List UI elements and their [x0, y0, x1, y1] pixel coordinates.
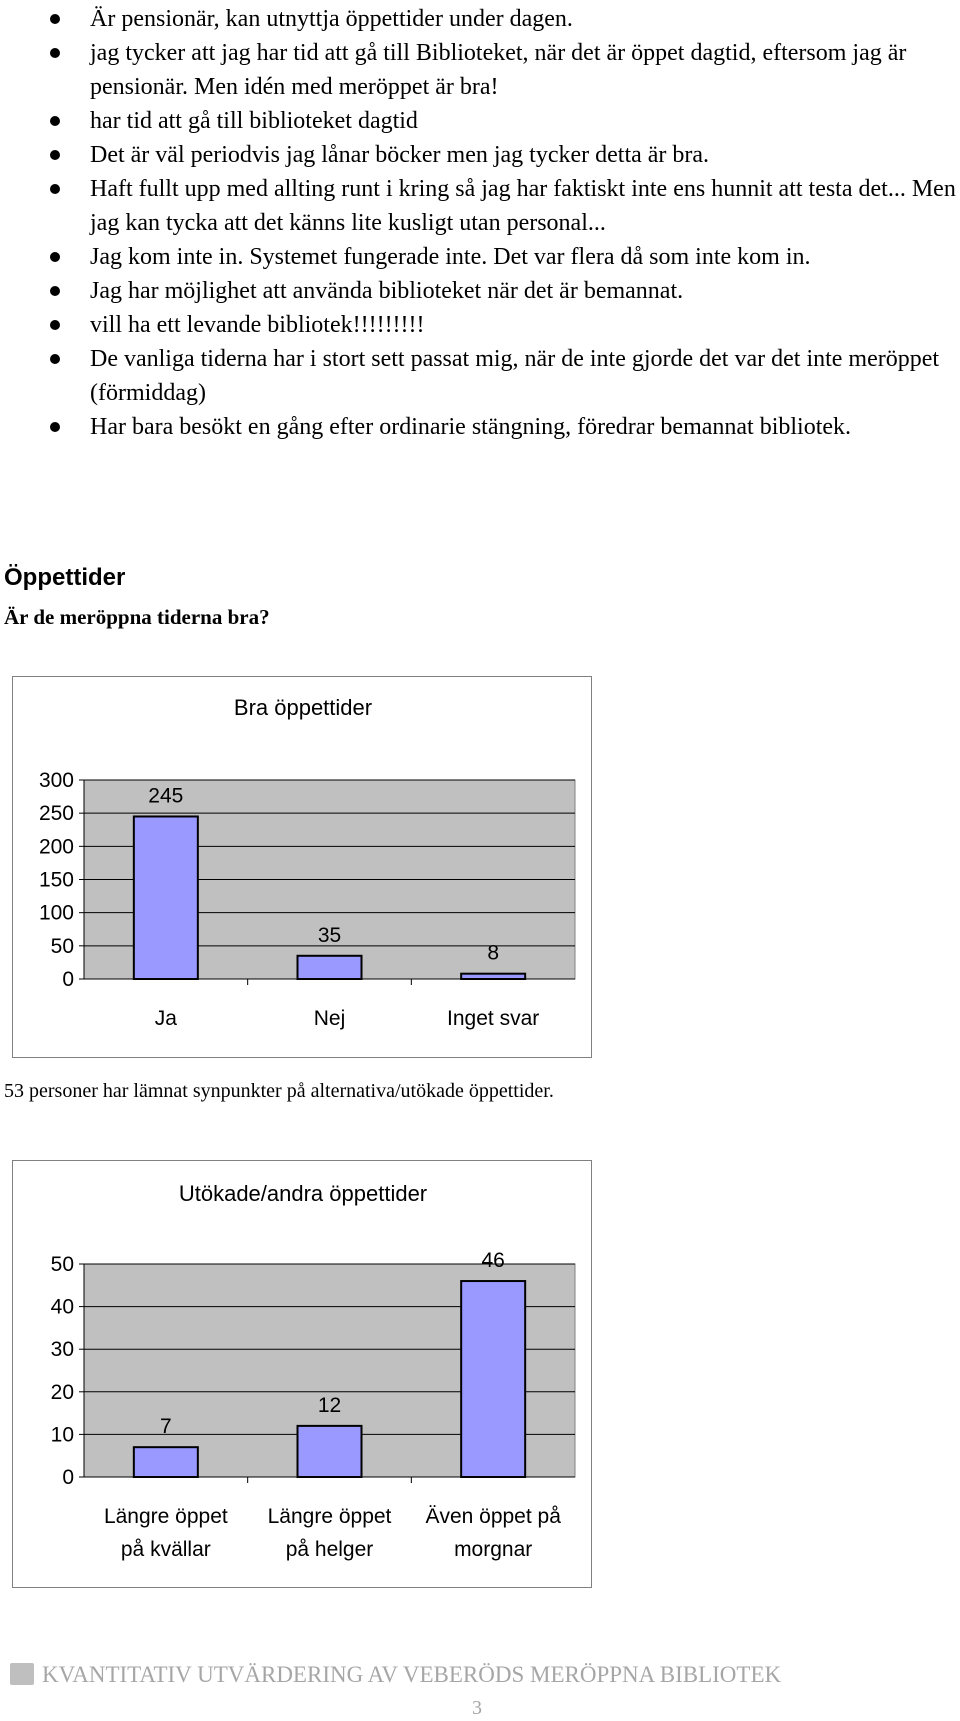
category-label: Inget svar: [447, 1007, 540, 1030]
category-label: Ja: [154, 1007, 177, 1030]
y-tick-label: 0: [62, 968, 74, 991]
y-tick-label: 50: [50, 934, 74, 958]
logo-icon: [10, 1663, 34, 1685]
category-label: morgnar: [454, 1538, 533, 1561]
bar-chart-1: [13, 677, 591, 1057]
data-label: 35: [317, 923, 342, 947]
category-label: på kvällar: [120, 1538, 211, 1561]
data-label: 46: [481, 1249, 505, 1273]
category-label: Längre öppet: [267, 1505, 392, 1528]
bar: [298, 1426, 362, 1477]
bullet-icon: [50, 354, 60, 364]
list-item: jag tycker att jag har tid att gå till Biblioteket, när det är öppet dagtid, eftersom jag är pensionär. Men idén med meröppet är bra!: [0, 36, 960, 104]
list-item: Jag har möjlighet att använda biblioteket när det är bemannat.: [0, 274, 960, 308]
data-label: 7: [159, 1415, 172, 1439]
chart-note: 53 personer har lämnat synpunkter på alternativa/utökade öppettider.: [4, 1080, 554, 1102]
y-tick-label: 300: [38, 769, 74, 792]
chart-bra-oppettider: [12, 676, 592, 1058]
bullet-icon: [50, 286, 60, 296]
y-tick-label: 40: [50, 1295, 74, 1319]
data-label: 245: [148, 784, 184, 808]
bullet-icon: [50, 116, 60, 126]
list-item: vill ha ett levande bibliotek!!!!!!!!!: [0, 308, 960, 342]
chart-title: Utökade/andra öppettider: [178, 1181, 428, 1206]
y-tick-label: 0: [62, 1466, 74, 1489]
list-item: Har bara besökt en gång efter ordinarie stängning, föredrar bemannat bibliotek.: [0, 410, 960, 444]
category-label: Även öppet på: [425, 1505, 561, 1528]
y-tick-label: 250: [38, 802, 74, 826]
page-number: 3: [472, 1697, 482, 1719]
list-item: Det är väl periodvis jag lånar böcker men jag tycker detta är bra.: [0, 138, 960, 172]
section-question: Är de meröppna tiderna bra?: [4, 605, 270, 629]
bar: [134, 816, 198, 979]
bar: [461, 974, 525, 979]
comment-list: [0, 0, 960, 444]
data-label: 8: [487, 941, 500, 965]
list-item: De vanliga tiderna har i stort sett passat mig, när de inte gjorde det var det inte meröppet (förmiddag): [0, 342, 960, 410]
bar: [461, 1281, 525, 1477]
y-tick-label: 20: [50, 1380, 74, 1404]
y-tick-label: 30: [50, 1338, 74, 1362]
data-label: 12: [317, 1393, 342, 1417]
category-label: Längre öppet: [103, 1505, 228, 1528]
chart-title: Bra öppettider: [233, 695, 373, 720]
bullet-icon: [50, 422, 60, 432]
bar: [134, 1447, 198, 1477]
bullet-icon: [50, 184, 60, 194]
bar: [298, 956, 362, 979]
footer-text: KVANTITATIV UTVÄRDERING AV VEBERÖDS MERÖPPNA BIBLIOTEK: [42, 1662, 782, 1687]
y-tick-label: 10: [50, 1423, 74, 1447]
bullet-icon: [50, 150, 60, 160]
section-heading: Öppettider: [4, 564, 126, 591]
list-item: Är pensionär, kan utnyttja öppettider under dagen.: [0, 2, 960, 36]
chart-utokade-oppettider: [12, 1160, 592, 1588]
bullet-icon: [50, 252, 60, 262]
y-tick-label: 100: [38, 901, 74, 925]
y-tick-label: 50: [50, 1253, 74, 1276]
bullet-icon: [50, 48, 60, 58]
list-item: Haft fullt upp med allting runt i kring så jag har faktiskt inte ens hunnit att testa det... Men jag kan tycka att det känns lite kusligt utan personal...: [0, 172, 960, 240]
page-footer: [10, 1662, 950, 1688]
list-item: har tid att gå till biblioteket dagtid: [0, 104, 960, 138]
bullet-icon: [50, 320, 60, 330]
y-tick-label: 200: [38, 835, 74, 859]
list-item: Jag kom inte in. Systemet fungerade inte. Det var flera då som inte kom in.: [0, 240, 960, 274]
bullet-icon: [50, 14, 60, 24]
category-label: Nej: [313, 1007, 346, 1030]
category-label: på helger: [285, 1538, 374, 1561]
bar-chart-2: [13, 1161, 591, 1587]
y-tick-label: 150: [38, 868, 74, 892]
